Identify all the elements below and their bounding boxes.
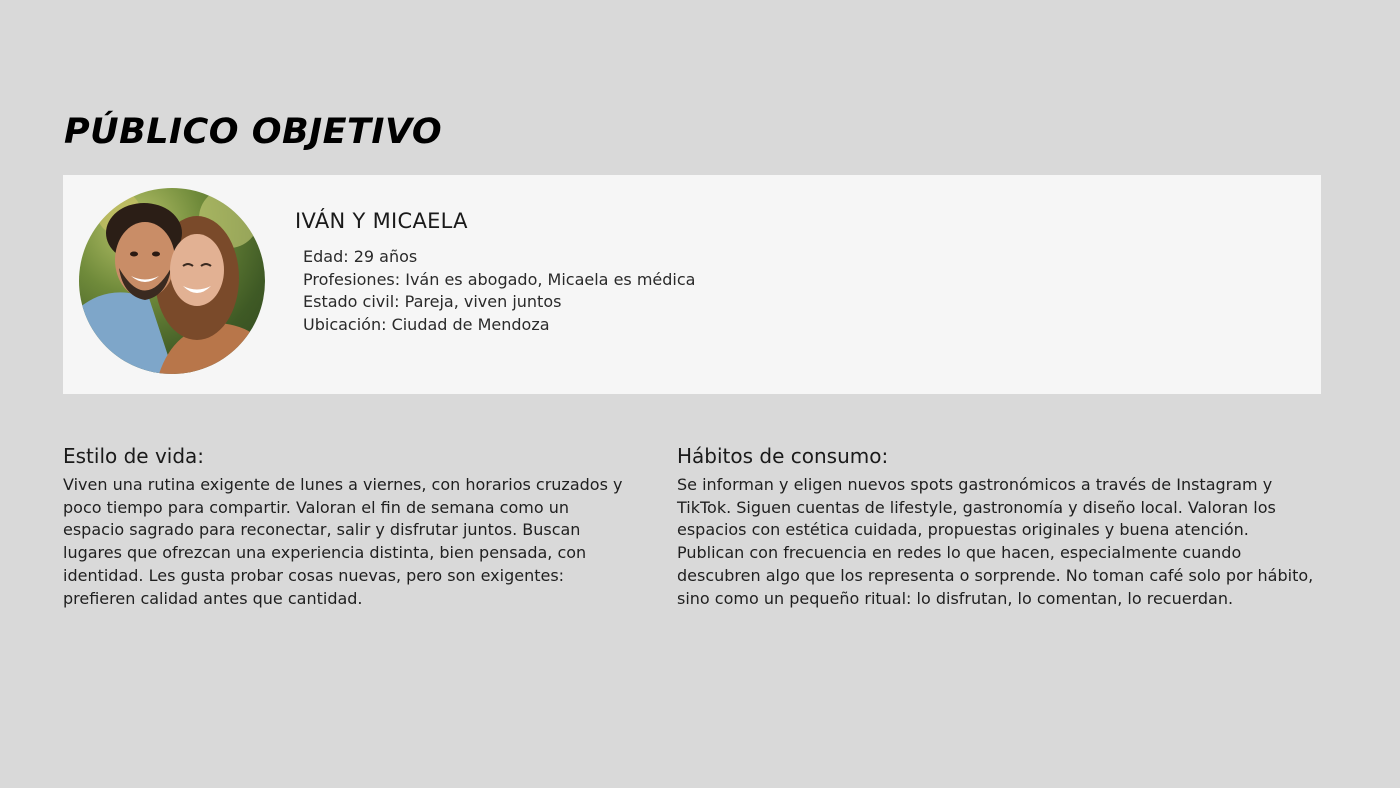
- persona-name: IVÁN Y MICAELA: [295, 209, 468, 233]
- persona-location: Ubicación: Ciudad de Mendoza: [303, 314, 550, 334]
- consumption-habits-section: [677, 442, 1317, 610]
- habits-heading: Hábitos de consumo:: [677, 444, 889, 468]
- lifestyle-text: Viven una rutina exigente de lunes a viernes, con horarios cruzados y poco tiempo para compartir. Valoran el fin de semana como un espacio sagrado para reconectar, salir y disfrutar juntos. Buscan lugares que ofrezcan una experiencia distinta, bien pensada, con identidad. Les gusta probar cosas nuevas, pero son exigentes: prefieren calidad antes que cantidad.: [63, 475, 623, 608]
- persona-marital-status: Estado civil: Pareja, viven juntos: [303, 292, 562, 311]
- persona-details-list: [303, 246, 695, 336]
- persona-age: Edad: 29 años: [303, 247, 418, 266]
- lifestyle-section: [63, 442, 633, 610]
- habits-text: Se informan y eligen nuevos spots gastronómicos a través de Instagram y TikTok. Siguen cuentas de lifestyle, gastronomía y diseño local. Valoran los espacios con estética cuidada, propuestas originales y buena atención. Publican con frecuencia en redes lo que hacen, especialmente cuando descubren algo que los representa o sorprende. No toman café solo por hábito, sino como un pequeño ritual: lo disfrutan, lo comentan, lo recuerdan.: [677, 475, 1314, 608]
- persona-photo: [79, 188, 265, 374]
- page-title: PÚBLICO OBJETIVO: [64, 112, 443, 152]
- couple-photo-icon: [79, 188, 265, 374]
- persona-card: [63, 175, 1321, 394]
- persona-professions: Profesiones: Iván es abogado, Micaela es médica: [303, 269, 696, 289]
- lifestyle-heading: Estilo de vida:: [63, 444, 205, 468]
